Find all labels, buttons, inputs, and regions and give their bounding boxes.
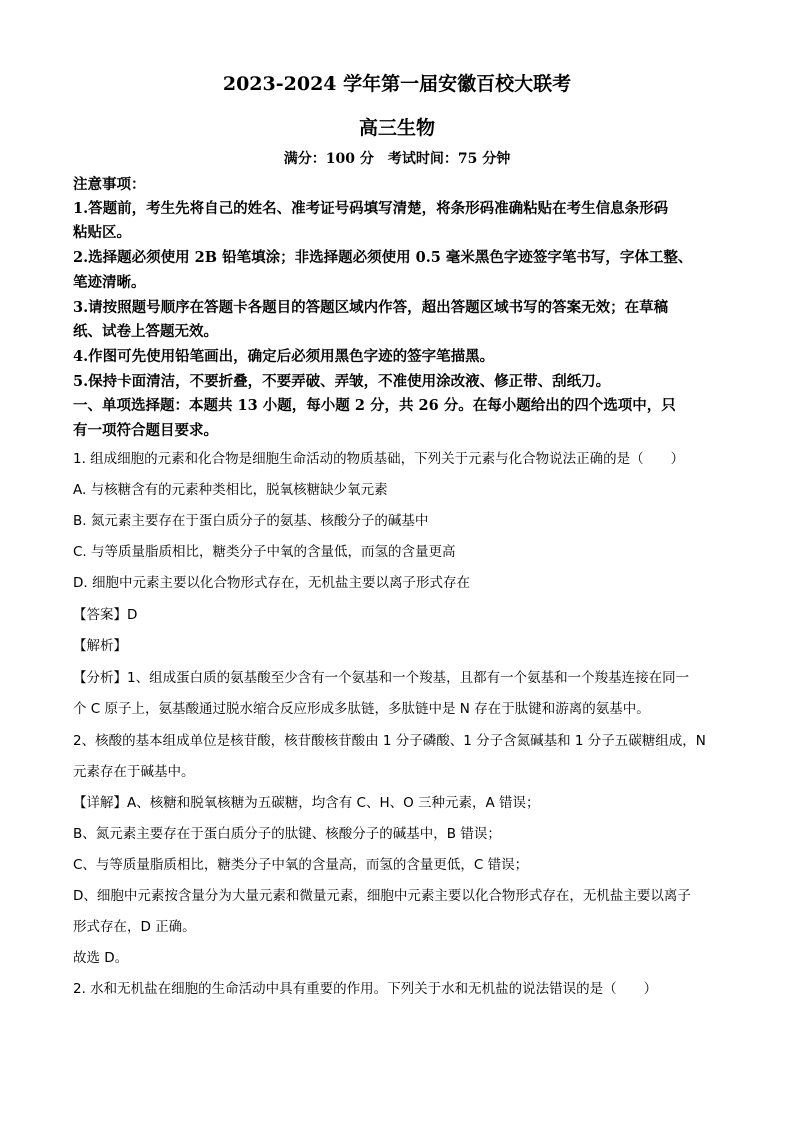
notice-line: 粘贴区。 bbox=[73, 224, 131, 241]
notice-line: 3.请按照题号顺序在答题卡各题目的答题区域内作答，超出答题区域书写的答案无效；在草稿 bbox=[73, 299, 669, 316]
notice-heading: 注意事项： bbox=[73, 176, 146, 193]
exam-meta: 满分：100 分 考试时间：75 分钟 bbox=[283, 151, 511, 167]
analysis-line: 故选 D。 bbox=[73, 950, 129, 966]
notice-line: 2.选择题必须使用 2B 铅笔填涂；非选择题必须使用 0.5 毫米黑色字迹签字笔书写，字体工整、 bbox=[73, 249, 693, 266]
analysis-line: 形式存在，D 正确。 bbox=[73, 919, 196, 935]
question-1-option-d: D. 细胞中元素主要以化合物形式存在，无机盐主要以离子形式存在 bbox=[73, 575, 470, 591]
analysis-line: C、与等质量脂质相比，糖类分子中氧的含量高，而氢的含量更低，C 错误； bbox=[73, 857, 529, 873]
section-heading: 有一项符合题目要求。 bbox=[73, 422, 218, 439]
notice-line: 1.答题前，考生先将自己的姓名、准考证号码填写清楚，将条形码准确粘贴在考生信息条形码 bbox=[73, 200, 669, 217]
analysis-line: B、氮元素主要存在于蛋白质分子的肽键、核酸分子的碱基中，B 错误； bbox=[73, 826, 501, 842]
analysis-line: 元素存在于碱基中。 bbox=[73, 764, 195, 780]
analysis-line: 2、核酸的基本组成单位是核苷酸，核苷酸核苷酸由 1 分子磷酸、1 分子含氮碱基和 1 分子五碳糖组成，N bbox=[73, 733, 706, 749]
analysis-line: 【详解】A、核糖和脱氧核糖为五碳糖，均含有 C、H、O 三种元素，A 错误； bbox=[73, 795, 540, 811]
section-heading: 一、单项选择题：本题共 13 小题，每小题 2 分，共 26 分。在每小题给出的四个选项中，只 bbox=[73, 397, 676, 414]
notice-line: 笔迹清晰。 bbox=[73, 274, 146, 291]
answer-label: 【答案】D bbox=[73, 607, 138, 623]
notice-line: 纸、试卷上答题无效。 bbox=[73, 323, 218, 340]
analysis-line: D、细胞中元素按含量分为大量元素和微量元素，细胞中元素主要以化合物形式存在，无机盐主要以离子 bbox=[73, 888, 691, 904]
question-1-option-b: B. 氮元素主要存在于蛋白质分子的氨基、核酸分子的碱基中 bbox=[73, 513, 429, 529]
question-1-stem: 1. 组成细胞的元素和化合物是细胞生命活动的物质基础，下列关于元素与化合物说法正确的是（ ） bbox=[73, 451, 685, 467]
analysis-line: 【分析】1、组成蛋白质的氨基酸至少含有一个氨基和一个羧基，且都有一个氨基和一个羧基连接在同一 bbox=[73, 670, 690, 686]
analysis-label: 【解析】 bbox=[73, 638, 127, 654]
exam-subject: 高三生物 bbox=[358, 117, 435, 139]
question-2-stem: 2. 水和无机盐在细胞的生命活动中具有重要的作用。下列关于水和无机盐的说法错误的是（ ） bbox=[73, 981, 658, 997]
question-1-option-a: A. 与核糖含有的元素种类相比，脱氧核糖缺少氧元素 bbox=[73, 482, 388, 498]
analysis-line: 个 C 原子上，氨基酸通过脱水缩合反应形成多肽链，多肽链中是 N 存在于肽键和游离的氨基中。 bbox=[73, 701, 650, 717]
question-1-option-c: C. 与等质量脂质相比，糖类分子中氧的含量低，而氢的含量更高 bbox=[73, 544, 456, 560]
notice-line: 4.作图可先使用铅笔画出，确定后必须用黑色字迹的签字笔描黑。 bbox=[73, 348, 495, 365]
notice-line: 5.保持卡面清洁，不要折叠，不要弄破、弄皱，不准使用涂改液、修正带、刮纸刀。 bbox=[73, 373, 611, 390]
exam-title: 2023-2024 学年第一届安徽百校大联考 bbox=[222, 73, 572, 95]
